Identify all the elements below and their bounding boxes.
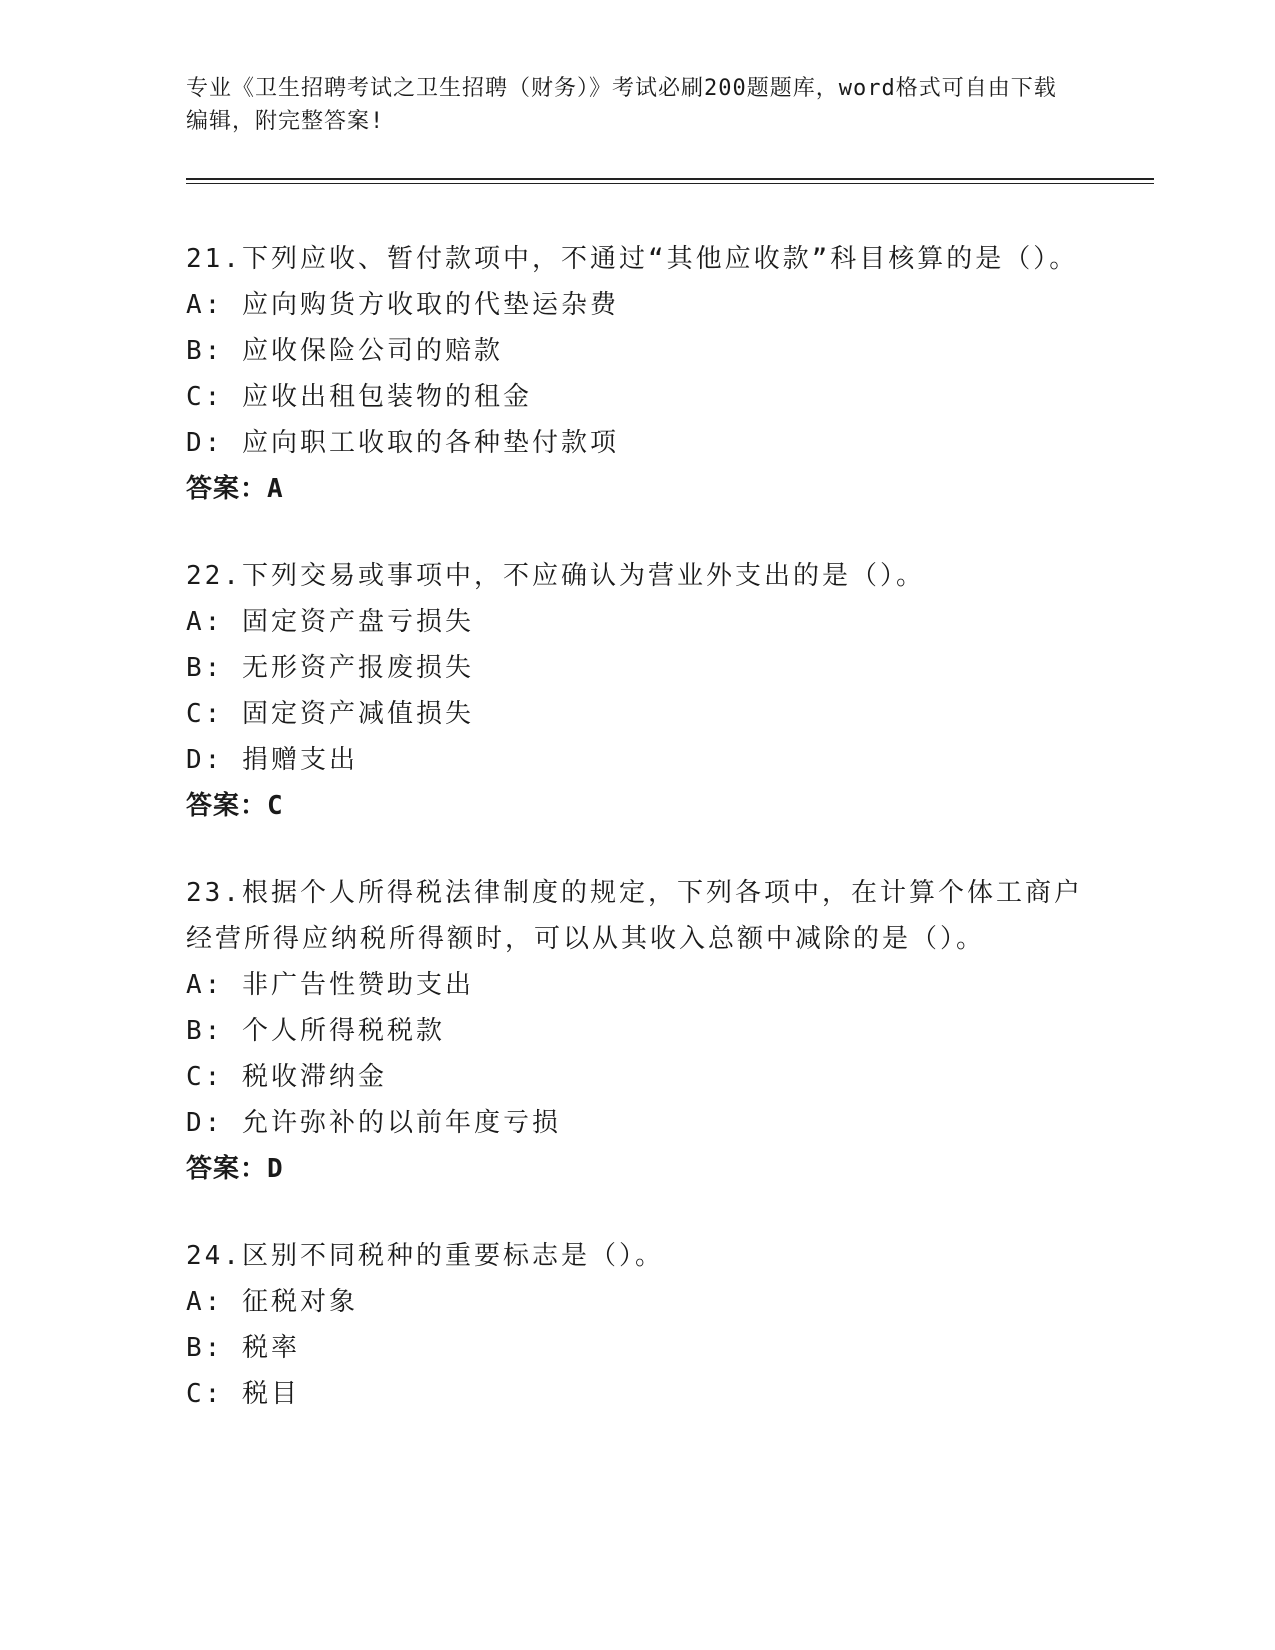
answer-label: 答案：A [186,474,284,504]
option-d: D: 允许弥补的以前年度亏损 [186,1108,561,1138]
header-divider-thin [186,183,1154,184]
header-divider-thick [186,178,1154,180]
option-a: A: 应向购货方收取的代垫运杂费 [186,290,619,320]
document-intro: 专业《卫生招聘考试之卫生招聘（财务）》考试必刷200题题库，word格式可自由下载编辑，附完整答案! [186,76,1057,134]
option-b: B: 税率 [186,1333,300,1363]
option-b: B: 个人所得税税款 [186,1016,445,1046]
option-c: C: 税目 [186,1379,300,1409]
question-stem: 21.下列应收、暂付款项中，不通过“其他应收款”科目核算的是（）。 [186,244,1079,274]
option-c: C: 税收滞纳金 [186,1062,387,1092]
option-b: B: 无形资产报废损失 [186,653,474,683]
option-d: D: 捐赠支出 [186,745,358,775]
option-d: D: 应向职工收取的各种垫付款项 [186,428,619,458]
question-stem: 23.根据个人所得税法律制度的规定，下列各项中，在计算个体工商户经营所得应纳税所得额时，可以从其收入总额中减除的是（）。 [186,878,1083,954]
question-22 [186,553,1086,829]
question-23 [186,870,1086,1192]
option-c: C: 应收出租包装物的租金 [186,382,532,412]
question-stem: 22.下列交易或事项中，不应确认为营业外支出的是（）。 [186,561,925,591]
option-a: A: 非广告性赞助支出 [186,970,474,1000]
option-b: B: 应收保险公司的赔款 [186,336,503,366]
option-c: C: 固定资产减值损失 [186,699,474,729]
question-21 [186,236,1086,512]
question-list [186,236,1086,1458]
answer-label: 答案：C [186,791,284,821]
question-stem: 24.区别不同税种的重要标志是（）。 [186,1241,664,1271]
question-24 [186,1233,1086,1417]
option-a: A: 征税对象 [186,1287,358,1317]
answer-label: 答案：D [186,1154,284,1184]
option-a: A: 固定资产盘亏损失 [186,607,474,637]
